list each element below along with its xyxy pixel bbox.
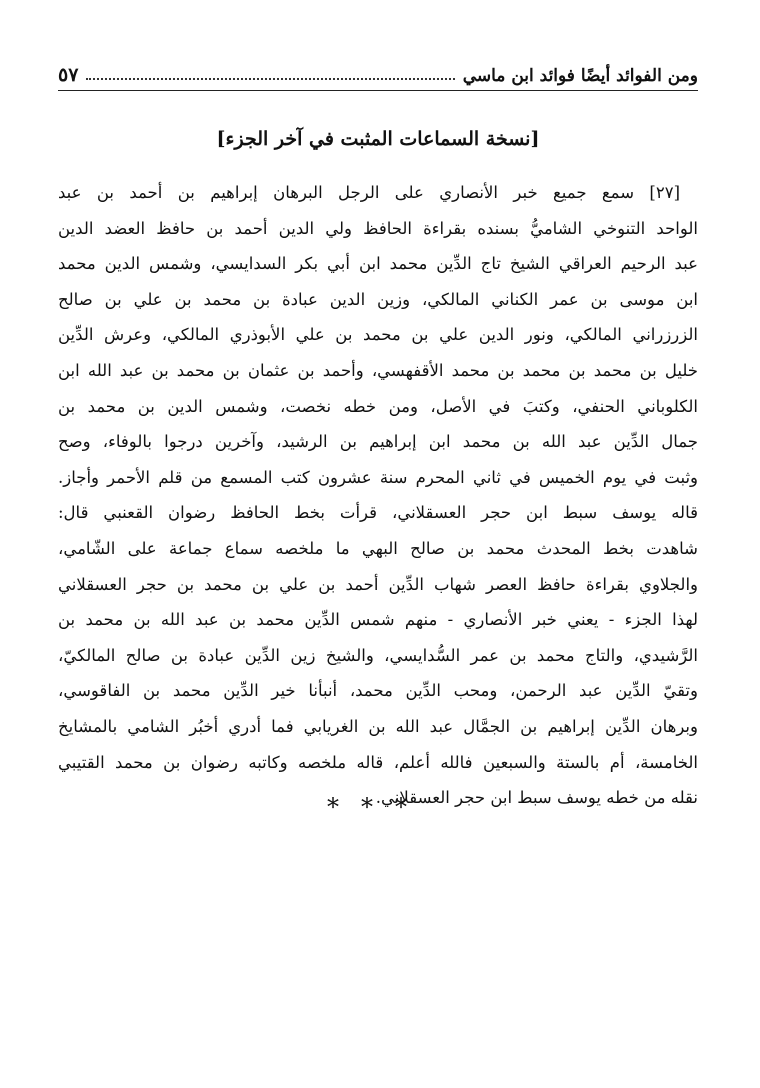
page-header bbox=[58, 52, 698, 91]
text-line: الخامسة، أم بالستة والسبعين فالله أعلم، قاله ملخصه وكاتبه رضوان بن محمد القتيبي bbox=[58, 752, 698, 772]
text-line: الزرزراني المالكي، ونور الدين علي بن محمد بن علي الأبوذري المالكي، وعرش الدِّين bbox=[58, 325, 698, 345]
section-title: [نسخة السماعات المثبت في آخر الجزء] bbox=[216, 128, 540, 150]
text-line: لهذا الجزء - يعني خبر الأنصاري - منهم شمس الدِّين محمد بن عبد الله بن محمد بن bbox=[58, 610, 698, 630]
text-line: الكلوباني الحنفي، وكتبَ في الأصل، ومن خطه نخصت، وشمس الدين بن محمد بن bbox=[58, 396, 698, 416]
text-line: وتقيّ الدِّين عبد الرحمن، ومحب الدِّين محمد، أنبأنا خير الدِّين محمد بن الفاقوسي، bbox=[58, 681, 698, 701]
text-line: نقله من خطه يوسف سبط ابن حجر العسقلاني. bbox=[375, 788, 698, 808]
running-head: ومن الفوائد أيضًا فوائد ابن ماسي bbox=[462, 66, 698, 86]
section-end-ornament: *** bbox=[327, 793, 429, 821]
text-line: الواحد التنوخي الشاميُّ بسنده بقراءة الحافظ ولي الدين أحمد بن حافظ العضد الدين bbox=[58, 218, 698, 238]
text-line: عبد الرحيم العراقي الشيخ تاج الدِّين محمد ابن أبي بكر السدايسي، وشمس الدين محمد bbox=[58, 254, 698, 274]
text-line: والجلاوي بقراءة حافظ العصر شهاب الدِّين أحمد بن علي بن محمد بن حجر العسقلاني bbox=[58, 574, 698, 594]
page-number: ٥٧ bbox=[58, 64, 79, 86]
dotted-leader bbox=[86, 78, 454, 80]
text-line: ابن موسى بن عمر الكناني المالكي، وزين الدين عبادة بن محمد بن علي بن صالح bbox=[58, 289, 698, 309]
text-line: وثبت في يوم الخميس في ثاني المحرم سنة عشرون كتب المسمع من قلم الأحمر وأجاز. bbox=[58, 467, 698, 487]
text-line: [٢٧] سمع جميع خبر الأنصاري على الرجل البرهان إبراهيم بن أحمد بن عبد bbox=[58, 183, 680, 202]
text-line: قاله يوسف سبط ابن حجر العسقلاني، قرأت بخط الحافظ رضوان القعنبي قال: bbox=[58, 503, 698, 523]
text-line: شاهدت بخط المحدث محمد بن صالح البهي ما ملخصه سماع جماعة على الشّامي، bbox=[58, 538, 698, 558]
text-line: الرَّشيدي، والتاج محمد بن عمر السُّدايسي، والشيخ زين الدِّين عبادة بن صالح المالكيّ، bbox=[58, 645, 698, 665]
text-line: وبرهان الدِّين إبراهيم بن الجمَّال عبد الله بن الغريابي فما أدري أخبُر الشامي بالمشايخ bbox=[58, 716, 698, 736]
text-line: خليل بن محمد بن محمد بن محمد الأقفهسي، وأحمد بن عثمان بن محمد بن عبد الله ابن bbox=[58, 360, 698, 380]
body-text bbox=[58, 175, 698, 816]
text-line: جمال الدِّين عبد الله بن محمد ابن إبراهيم بن الرشيد، وآخرين درجوا بالوفاء، وصح bbox=[58, 432, 698, 452]
